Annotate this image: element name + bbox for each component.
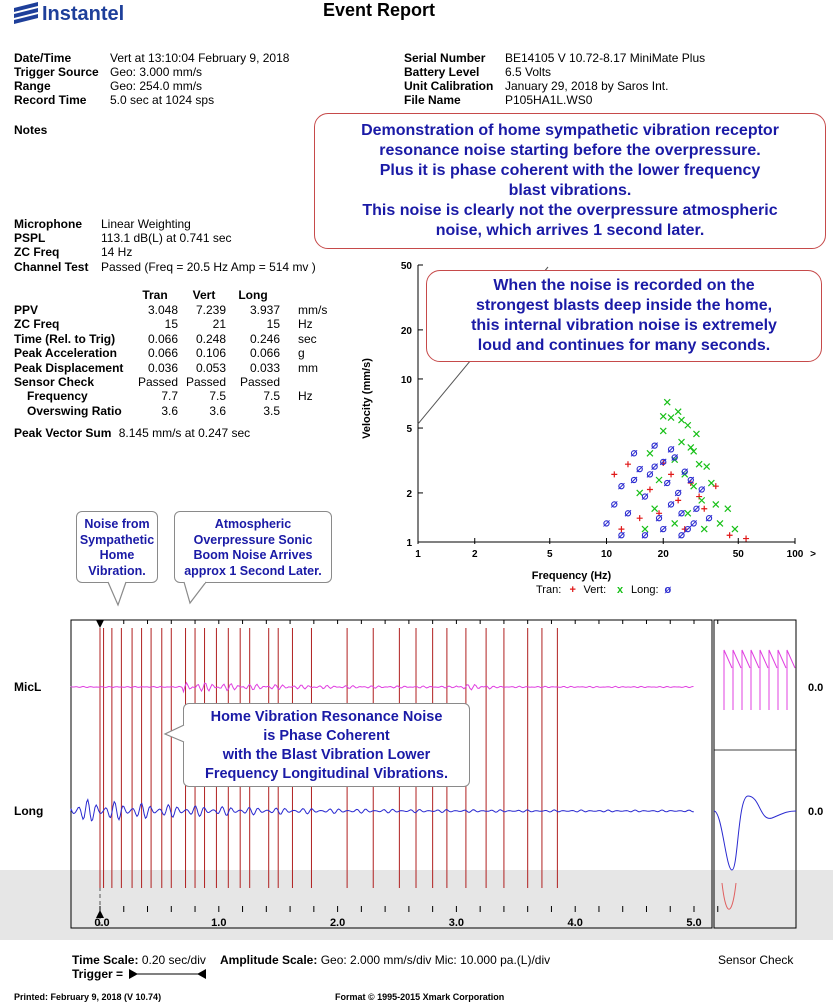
long-waveform: [71, 800, 694, 821]
x-tick-label: 100: [786, 549, 804, 560]
logo: [12, 2, 152, 26]
info-label: Record Time: [14, 93, 87, 107]
time-tick-label: 4.0: [567, 917, 583, 929]
mic-value: Passed (Freq = 20.5 Hz Amp = 514 mv ): [101, 260, 316, 274]
info-label: File Name: [404, 93, 461, 107]
instantel-logo-icon: [12, 2, 42, 26]
table-cell-unit: Hz: [298, 317, 313, 332]
data-point-vert: [717, 520, 723, 526]
table-cell-vert: Passed: [185, 375, 226, 389]
time-tick-label: 2.0: [329, 917, 346, 929]
notes-label: Notes: [14, 123, 48, 137]
data-point-tran: [647, 486, 653, 492]
table-cell-tran: 3.6: [161, 403, 178, 418]
bubble-line: Vibration.: [88, 563, 146, 578]
bubble-line: Frequency Longitudinal Vibrations.: [204, 766, 449, 782]
data-point-vert: [637, 490, 643, 496]
x-tick-label: 5: [546, 549, 553, 560]
sensor-check-panel: [714, 620, 796, 928]
legend-marker: x: [617, 584, 624, 596]
table-row-label: Overswing Ratio: [27, 403, 122, 418]
column-header-vert: Vert: [192, 288, 216, 302]
info-value: BE14105 V 10.72-8.17 MiniMate Plus: [505, 51, 706, 65]
data-point-tran: [611, 471, 617, 477]
time-tick-label: 0.0: [94, 917, 110, 929]
data-point-vert: [664, 399, 670, 405]
column-header-tran: Tran: [142, 288, 168, 302]
x-tick-label: 50: [732, 549, 744, 560]
data-point-tran: [668, 471, 674, 477]
bubble-line: Atmospheric: [214, 517, 292, 531]
callout-line: loud and continues for many seconds.: [477, 337, 771, 354]
sensor-check-red-trace: [722, 883, 736, 909]
channel-end-value: 0.0: [808, 682, 824, 694]
table-row-label: PPV: [14, 303, 39, 317]
data-point-vert: [685, 510, 691, 516]
y-axis-label: Velocity (mm/s): [361, 358, 373, 439]
legend-marker: +: [569, 584, 576, 596]
callout-line: When the noise is recorded on the: [493, 277, 755, 294]
table-cell-unit: g: [298, 346, 305, 361]
time-scale: [72, 953, 206, 967]
bubble-line: Boom Noise Arrives: [193, 548, 313, 562]
data-point-tran: [625, 461, 631, 467]
brand-name: Instantel: [42, 3, 125, 25]
amp-scale-value: Geo: 2.000 mm/s/div Mic: 10.000 pa.(L)/div: [320, 953, 551, 967]
info-value: Geo: 3.000 mm/s: [110, 65, 203, 79]
trigger-marker-top: [96, 620, 104, 628]
peak-vector-sum: [14, 426, 250, 440]
table-cell-tran: 15: [164, 317, 178, 332]
channel-label-long: Long: [14, 804, 44, 818]
bubble-line: with the Blast Vibration Lower: [222, 747, 431, 763]
data-point-vert: [691, 483, 697, 489]
table-cell-unit: Hz: [298, 389, 313, 404]
time-scale-label: Time Scale:: [72, 953, 139, 967]
x-tick-label: 1: [415, 549, 421, 560]
table-cell-long: 0.246: [249, 331, 280, 346]
bubble-overpressure: [174, 511, 332, 583]
micl-waveform: [71, 683, 694, 692]
info-value: 6.5 Volts: [505, 65, 552, 79]
table-cell-long: 0.033: [249, 360, 280, 375]
table-row-label: Peak Displacement: [14, 360, 124, 375]
amp-scale-label: Amplitude Scale:: [220, 953, 318, 967]
callout-line: Demonstration of home sympathetic vibration receptor: [361, 122, 779, 139]
mic-label: PSPL: [14, 231, 46, 245]
bubble-line: Sympathetic: [79, 532, 155, 547]
data-point-vert: [708, 480, 714, 486]
callout-sympathetic-noise: [314, 113, 826, 249]
info-value: P105HA1L.WS0: [505, 93, 593, 107]
data-point-vert: [688, 444, 694, 450]
table-cell-tran: 7.7: [161, 389, 178, 404]
data-point-vert: [672, 520, 678, 526]
x-tick-label: 20: [657, 549, 669, 560]
time-tick-label: 1.0: [211, 917, 227, 929]
data-point-vert: [652, 506, 658, 512]
channel-label-micl: MicL: [14, 680, 42, 694]
table-row-label: Frequency: [27, 389, 88, 404]
data-point-vert: [699, 497, 705, 503]
y-tick-label: 1: [406, 538, 412, 549]
table-cell-vert: 7.239: [195, 303, 226, 317]
data-point-vert: [656, 477, 662, 483]
data-point-vert: [693, 431, 699, 437]
info-label: Range: [14, 79, 51, 93]
callout-line: strongest blasts deep inside the home,: [475, 297, 773, 314]
mic-label: Channel Test: [14, 260, 89, 274]
table-cell-long: Passed: [239, 375, 280, 389]
y-tick-label: 2: [406, 488, 412, 500]
data-point-vert: [679, 417, 685, 423]
table-cell-long: 0.066: [249, 346, 280, 361]
bubble-line: Noise from: [84, 517, 150, 531]
table-cell-tran: 0.036: [147, 360, 178, 375]
page-title: Event Report: [323, 0, 436, 20]
bubble-phase-coherent: [183, 703, 470, 787]
bubble-line: Overpressure Sonic: [193, 532, 313, 547]
y-tick-label: 20: [400, 325, 412, 337]
table-cell-tran: 0.066: [147, 346, 178, 361]
table-cell-tran: 3.048: [147, 303, 178, 317]
data-point-vert: [725, 506, 731, 512]
data-point-tran: [637, 515, 643, 521]
data-point-tran: [696, 494, 702, 500]
amplitude-scale: [220, 953, 550, 967]
callout-line: Plus it is phase coherent with the lower frequency: [379, 162, 761, 179]
y-tick-label: 10: [400, 374, 412, 386]
info-label: Serial Number: [404, 51, 486, 65]
mic-value: Linear Weighting: [101, 217, 191, 231]
data-point-tran: [701, 506, 707, 512]
callout-internal-noise: [426, 270, 822, 362]
data-point-vert: [685, 422, 691, 428]
legend-marker: ø: [664, 584, 672, 596]
data-point-vert: [691, 448, 697, 454]
channel-end-value: 0.0: [808, 806, 824, 818]
data-point-tran: [743, 536, 749, 542]
bubble-line: is Phase Coherent: [263, 728, 390, 744]
bubble-line: approx 1 Second Later.: [184, 563, 322, 578]
table-row-label: Sensor Check: [14, 375, 95, 389]
callout-line: noise, which arrives 1 second later.: [435, 222, 705, 239]
callout-line: blast vibrations.: [508, 182, 632, 199]
info-value: 5.0 sec at 1024 sps: [110, 93, 215, 107]
table-cell-long: 3.937: [249, 303, 280, 317]
data-point-vert: [704, 464, 710, 470]
table-cell-vert: 0.248: [195, 331, 226, 346]
table-row-label: Peak Acceleration: [14, 346, 117, 361]
legend-label: Tran:: [536, 584, 562, 596]
table-row-label: Time (Rel. to Trig): [14, 331, 116, 346]
bubble-line: Home Vibration Resonance Noise: [210, 709, 443, 725]
info-label: Battery Level: [404, 65, 480, 79]
table-cell-vert: 0.106: [195, 346, 226, 361]
data-point-vert: [647, 450, 653, 456]
data-point-vert: [713, 501, 719, 507]
table-cell-long: 3.5: [263, 403, 280, 418]
trigger-symbol-icon: [128, 968, 208, 980]
bubble-line: Home: [99, 548, 135, 562]
legend-label: Vert:: [583, 584, 607, 596]
table-row-label: ZC Freq: [14, 317, 60, 332]
table-cell-vert: 0.053: [195, 360, 226, 375]
column-header-long: Long: [238, 288, 268, 302]
info-value: Geo: 254.0 mm/s: [110, 79, 203, 93]
table-cell-unit: sec: [298, 331, 317, 346]
callout-line: this internal vibration noise is extremely: [471, 317, 777, 334]
info-label: Unit Calibration: [404, 79, 494, 93]
trigger-label: Trigger =: [72, 967, 124, 981]
table-cell-long: 7.5: [263, 389, 280, 404]
data-point-vert: [668, 415, 674, 421]
callout-line: resonance noise starting before the overpressure.: [379, 142, 761, 159]
x-tick-label: 10: [600, 549, 613, 560]
y-tick-label: 5: [406, 424, 412, 436]
callout-line: This noise is clearly not the overpressure atmospheric: [362, 202, 778, 219]
table-cell-unit: mm: [298, 360, 318, 375]
data-point-vert: [701, 526, 707, 532]
pvs-label: Peak Vector Sum: [14, 426, 112, 440]
legend-label: Long:: [631, 584, 659, 596]
data-point-tran: [727, 532, 733, 538]
mic-value: 113.1 dB(L) at 0.741 sec: [101, 231, 232, 245]
data-point-vert: [642, 526, 648, 532]
table-cell-tran: Passed: [137, 375, 178, 389]
x-tick-label: >: [810, 549, 816, 560]
data-point-tran: [675, 497, 681, 503]
format-copyright: Format © 1995-2015 Xmark Corporation: [335, 992, 505, 1002]
data-point-vert: [696, 461, 702, 467]
y-tick-label: 50: [400, 261, 412, 272]
x-tick-label: 2: [471, 549, 478, 560]
sensor-check-label: Sensor Check: [718, 953, 794, 967]
info-label: Trigger Source: [14, 65, 99, 79]
table-cell-unit: mm/s: [298, 303, 328, 317]
data-point-vert: [732, 526, 738, 532]
data-point-vert: [660, 428, 666, 434]
info-label: Date/Time: [14, 51, 72, 65]
info-value: Vert at 13:10:04 February 9, 2018: [110, 51, 290, 65]
table-cell-tran: 0.066: [147, 331, 178, 346]
time-scale-value: 0.20 sec/div: [141, 953, 206, 967]
data-point-tran: [618, 526, 624, 532]
x-axis-label: Frequency (Hz): [531, 570, 612, 582]
sensor-check-long-trace: [714, 796, 796, 870]
table-cell-vert: 21: [212, 317, 226, 332]
data-point-vert: [679, 439, 685, 445]
time-tick-label: 5.0: [686, 917, 702, 929]
info-value: January 29, 2018 by Saros Int.: [505, 79, 669, 93]
bubble-sympathetic: [76, 511, 158, 583]
mic-label: ZC Freq: [14, 245, 60, 259]
time-tick-label: 3.0: [448, 917, 465, 929]
pvs-value: 8.145 mm/s at 0.247 sec: [118, 426, 251, 440]
sensor-check-mic-trace: [724, 650, 795, 710]
mic-label: Microphone: [14, 217, 82, 231]
printed-date: Printed: February 9, 2018 (V 10.74): [14, 992, 162, 1002]
mic-value: 14 Hz: [101, 245, 133, 259]
table-cell-vert: 3.6: [209, 403, 226, 418]
table-cell-long: 15: [266, 317, 280, 332]
table-cell-vert: 7.5: [209, 389, 226, 404]
data-point-vert: [660, 413, 666, 419]
data-point-vert: [675, 409, 681, 415]
